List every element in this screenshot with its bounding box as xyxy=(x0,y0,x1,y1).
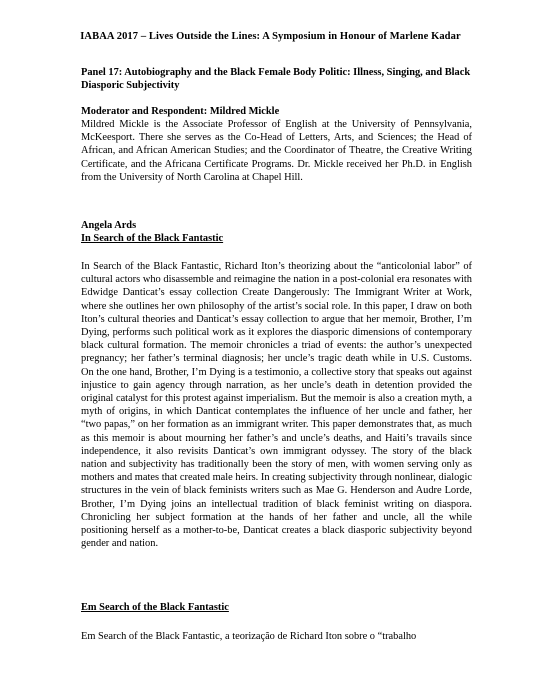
moderator-bio: Mildred Mickle is the Associate Professor of English at the University of Pennsylvania, McKeesport. There she serves as the Co-Head of Letters, Arts, and Sciences; the Head of African, and African American Studies; and the Coordinator of Theatre, the Creative Writing Certificate, and the Africana Certificate Programs. Dr. Mickle received her Ph.D. in English from the University of North Carolina at Chapel Hill. xyxy=(81,119,472,183)
paper-abstract: In Search of the Black Fantastic, Richard Iton’s theorizing about the “anticolonial labor” of cultural actors who disassemble and reimagine the nation in a post-colonial era resonates with Edwidge Danticat’s essay collection Create Dangerously: The Immigrant Writer at Work, where she outlines her own philosophy of the artist’s social role. In this paper, I draw on both Iton’s cultural theories and Danticat’s essay collection to argue that her memoir, Brother, I’m Dying, performs such political work as it explores the diasporic dimensions of contemporary black cultural formation. The memoir chronicles a triad of events: the author’s unexpected pregnancy; her father’s terminal diagnosis; her uncle’s tragic death while in U.S. Customs. On the one hand, Brother, I’m Dying is a testimonio, a collective story that speaks out against injustice to gain agency through narration, as her uncle’s death in detention provided the original catalyst for this protest against imperialism. But the memoir is also a creation myth, a myth of origins, in which Danticat contemplates the influence of her uncle and father, her “two papas,” on her formation as an immigrant writer. This paper demonstrates that, as much as this memoir is about mourning her father’s and uncle’s deaths, and Haiti’s travails since independence, it also revisits Danticat’s own immigrant odyssey. The story of the black nation and subjectivity has traditionally been the story of men, with women serving only as mothers and mates that created male heirs. In creating subjectivity through nonlinear, dialogic structures in the vein of black feminists writers such as Mae G. Henderson and Audre Lorde, Brother, I’m Dying joins an intellectual tradition of black feminist writing on diaspora. Chronicling her subject formation at the hands of her father and uncle, all the while positioning herself as a mother-to-be, Danticat creates a black diasporic subjectivity beyond gender and nation. xyxy=(81,261,472,550)
panel-title: Panel 17: Autobiography and the Black Female Body Politic: Illness, Singing, and Black Diasporic Subjectivity xyxy=(81,67,471,92)
translation-title: Em Search of the Black Fantastic xyxy=(81,602,229,613)
moderator-heading: Moderator and Respondent: Mildred Mickle xyxy=(81,106,280,117)
paper-author: Angela Ards xyxy=(81,220,137,231)
paper-title: In Search of the Black Fantastic xyxy=(81,233,224,244)
translation-first-line: Em Search of the Black Fantastic, a teorização de Richard Iton sobre o “trabalho xyxy=(81,631,417,642)
running-header: IABAA 2017 – Lives Outside the Lines: A Symposium in Honour of Marlene Kadar xyxy=(80,31,461,42)
